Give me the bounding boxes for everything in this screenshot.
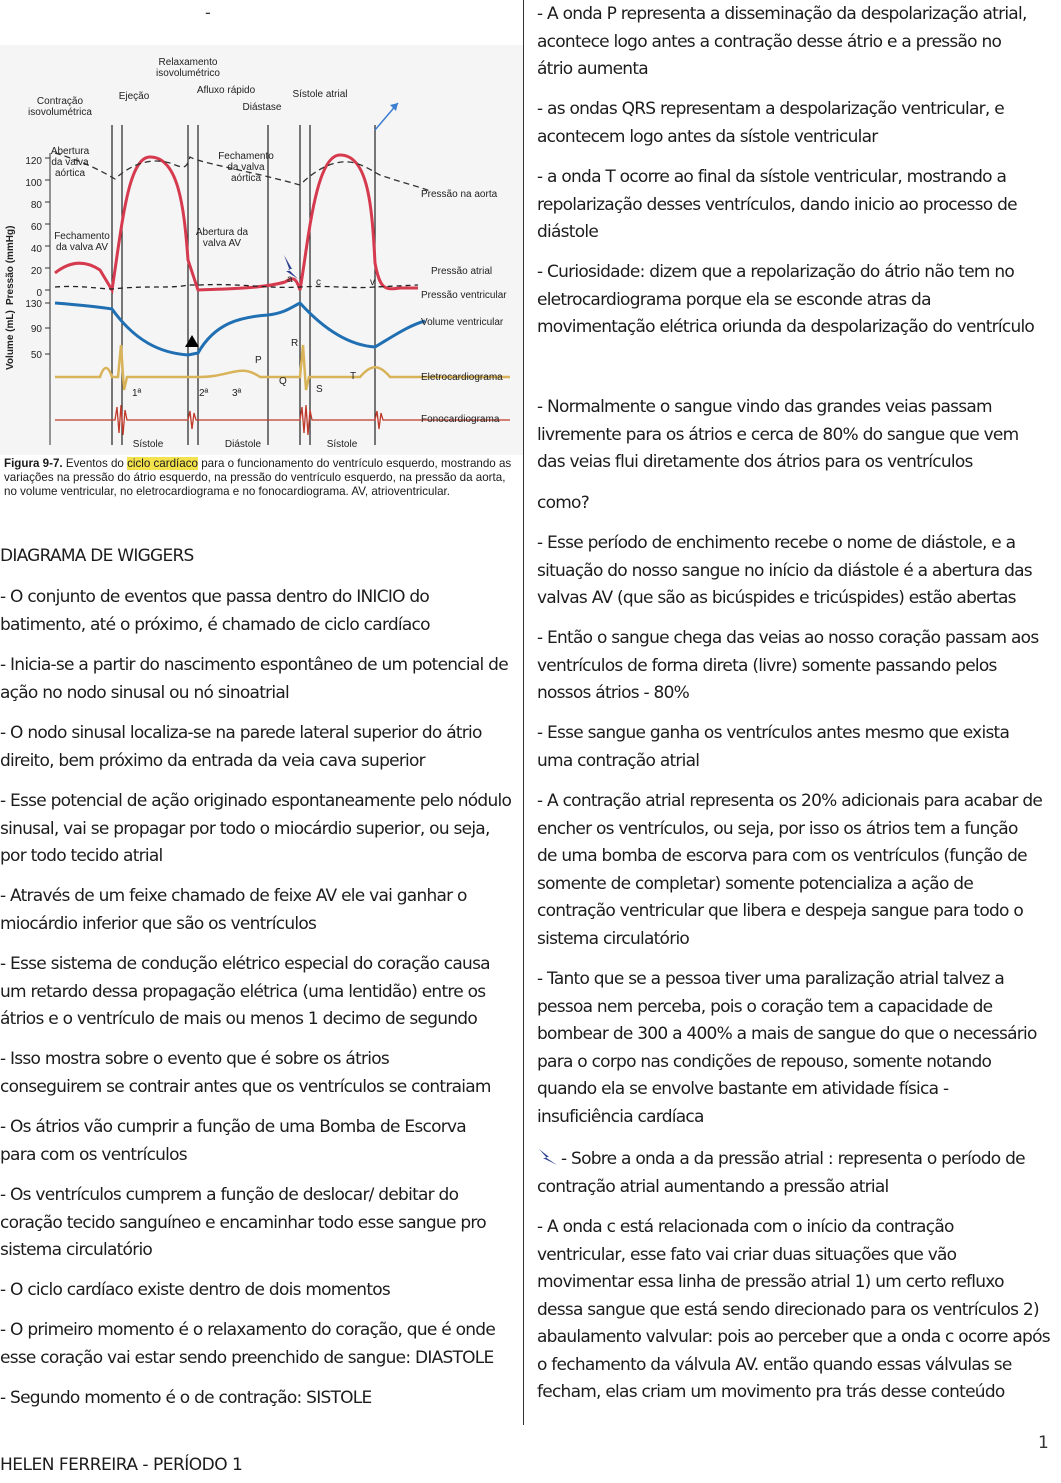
note-paragraph: - a onda T ocorre ao final da sístole ventricular, mostrando a repolarização desses ventrículos, dando inicio ao processo de diástole xyxy=(537,167,1017,242)
label-fechamento-aortica-3: aórtica xyxy=(230,173,262,184)
label-contracao-2: isovolumétrica xyxy=(28,107,92,118)
label-fechamento-av-1: Fechamento xyxy=(54,231,110,242)
label-ejecao: Ejeção xyxy=(118,91,150,102)
label-volume-ventricular: Volume ventricular xyxy=(421,317,504,328)
label-fono: Fonocardiograma xyxy=(421,414,500,425)
note-paragraph: - Sobre a onda a da pressão atrial : representa o período de contração atrial aumentando a pressão atrial xyxy=(537,1149,1025,1197)
label-relaxamento-2: isovolumétrico xyxy=(156,68,220,79)
label-abertura-aortica-1: Abertura xyxy=(50,146,90,157)
label-fechamento-aortica-2: da valva xyxy=(227,162,265,173)
note-paragraph: como? xyxy=(537,493,589,513)
tick-label: 0 xyxy=(36,288,42,299)
label-abertura-av-1: Abertura da xyxy=(195,227,249,238)
note-paragraph: - Esse período de enchimento recebe o nome de diástole, e a situação do nosso sangue no início da diástole é a abertura das valvas AV (que são as bicúspides e tricúspides) estão abertas xyxy=(537,533,1032,608)
note-paragraph: - O conjunto de eventos que passa dentro do INICIO do batimento, até o próximo, é chamado de ciclo cardíaco xyxy=(0,587,430,635)
label-afluxo: Afluxo rápido xyxy=(196,85,256,96)
note-paragraph: - Isso mostra sobre o evento que é sobre os átrios conseguirem se contrair antes que os ventrículos se contraiam xyxy=(0,1049,491,1097)
tick-label: 130 xyxy=(25,299,42,310)
tick-label: 40 xyxy=(30,244,42,255)
note-paragraph: - Curiosidade: dizem que a repolarização do átrio não tem no eletrocardiograma porque ela se esconde atras da movimentação elétrica oriunda da despolarização do ventrículo xyxy=(537,262,1035,337)
figure-caption xyxy=(4,457,518,499)
label-contracao-1: Contração xyxy=(36,96,84,107)
label-wave-v: v xyxy=(370,277,375,288)
label-ecg-q: Q xyxy=(279,376,287,387)
top-mark: - xyxy=(205,3,211,22)
y-axis-volume-label: Volume (mL) xyxy=(5,310,16,370)
note-paragraph: - Inicia-se a partir do nascimento espontâneo de um potencial de ação no nodo sinusal ou nó sinoatrial xyxy=(0,655,508,703)
note-paragraph: - Os átrios vão cumprir a função de uma Bomba de Escorva para com os ventrículos xyxy=(0,1117,466,1165)
label-pressao-atrial: Pressão atrial xyxy=(431,266,493,277)
caption-highlight: ciclo cardíaco xyxy=(127,457,198,470)
caption-text-after: para o funcionamento do ventrículo esquerdo, mostrando as variações na pressão do átrio esquerdo, na pressão do ventrículo esquerdo, na pressão da aorta, no volume ventricular, no eletrocardiograma e no fonocardiograma. AV, atrioventricular. xyxy=(4,457,512,498)
note-paragraph: - O ciclo cardíaco existe dentro de dois momentos xyxy=(0,1280,391,1300)
note-paragraph: - A onda c está relacionada com o início da contração ventricular, esse fato vai criar duas situações que vão movimentar essa linha de pressão atrial 1) um certo refluxo dessa sangue que está sendo direcionado para os ventrículos 2) abaulamento valvular: pois ao perceber que a onda c ocorre após o fechamento da válvula AV. então quando essas válvulas se fecham, elas criam um movimento pra trás desse conteúdo xyxy=(537,1217,1050,1402)
label-ecg-r: R xyxy=(291,338,299,349)
note-paragraph: - Então o sangue chega das veias ao nosso coração passam aos ventrículos de forma direta (livre) somente passando pelos nossos átrios - 80% xyxy=(537,628,1039,703)
label-sistole-1: Sístole xyxy=(132,439,164,450)
label-diastole: Diástole xyxy=(224,439,262,450)
tick-label: 20 xyxy=(30,266,42,277)
label-abertura-aortica-3: aórtica xyxy=(54,168,86,179)
label-relaxamento-1: Relaxamento xyxy=(158,57,218,68)
notes-heading: DIAGRAMA DE WIGGERS xyxy=(0,546,194,566)
label-sistole-atrial: Sístole atrial xyxy=(292,89,348,100)
label-abertura-aortica-2: da valva xyxy=(51,157,89,168)
label-pressao-aorta: Pressão na aorta xyxy=(421,189,498,200)
tick-label: 80 xyxy=(30,200,42,211)
label-fechamento-av-2: da valva AV xyxy=(55,242,109,253)
note-paragraph: - Esse sangue ganha os ventrículos antes mesmo que exista uma contração atrial xyxy=(537,723,1010,771)
note-paragraph: - as ondas QRS representam a despolarização ventricular, e acontecem logo antes da sístole ventricular xyxy=(537,99,1004,147)
label-wave-c: c xyxy=(316,277,321,288)
label-pressao-ventricular: Pressão ventricular xyxy=(421,290,507,301)
label-sistole-2: Sístole xyxy=(326,439,358,450)
tick-label: 90 xyxy=(30,324,42,335)
label-sound-3: 3ª xyxy=(232,388,242,399)
footer-author: HELEN FERREIRA - PERÍODO 1 xyxy=(0,1455,243,1475)
label-fechamento-aortica-1: Fechamento xyxy=(218,151,274,162)
label-ecg-t: T xyxy=(350,371,357,382)
label-sound-2: 2ª xyxy=(199,388,209,399)
label-sound-1: 1ª xyxy=(132,388,142,399)
tick-label: 60 xyxy=(30,222,42,233)
note-paragraph: - O primeiro momento é o relaxamento do coração, que é onde esse coração vai estar sendo preenchido de sangue: DIASTOLE xyxy=(0,1320,496,1368)
label-ecg: Eletrocardiograma xyxy=(421,372,503,383)
label-wave-a: a xyxy=(287,274,293,285)
label-ecg-p: P xyxy=(255,355,262,366)
note-paragraph: - Normalmente o sangue vindo das grandes veias passam livremente para os átrios e cerca de 80% do sangue que vem das veias flui diretamente dos átrios para os ventrículos xyxy=(537,397,1019,472)
note-paragraph: - A contração atrial representa os 20% adicionais para acabar de encher os ventrículos, ou seja, por isso os átrios tem a função de uma bomba de escorva para com os ventrículos (função de somente de completar) somente potencializa a ação de contração ventricular que libera e despeja sangue para todo o sistema circulatório xyxy=(537,791,1043,949)
note-paragraph: - O nodo sinusal localiza-se na parede lateral superior do átrio direito, bem próximo da entrada da veia cava superior xyxy=(0,723,482,771)
tick-label: 120 xyxy=(25,156,42,167)
wiggers-diagram xyxy=(0,45,523,455)
tick-label: 50 xyxy=(30,350,42,361)
column-divider xyxy=(523,0,524,1425)
caption-label: Figura 9-7. xyxy=(4,457,63,470)
label-diastase: Diástase xyxy=(242,102,282,113)
note-paragraph: - A onda P representa a disseminação da despolarização atrial, acontece logo antes a contração desse átrio e a pressão no átrio aumenta xyxy=(537,4,1027,79)
caption-text-before: Eventos do xyxy=(62,457,128,470)
y-axis-pressure-label: Pressão (mmHg) xyxy=(5,225,16,305)
note-paragraph: - Através de um feixe chamado de feixe AV ele vai ganhar o miocárdio inferior que são os ventrículos xyxy=(0,886,467,934)
note-paragraph: - Segundo momento é o de contração: SISTOLE xyxy=(0,1388,372,1408)
note-paragraph: - Esse potencial de ação originado espontaneamente pelo nódulo sinusal, vai se propagar por todo o miocárdio superior, ou seja, por todo tecido atrial xyxy=(0,791,512,866)
wiggers-diagram-figure xyxy=(0,45,523,525)
note-paragraph: - Esse sistema de condução elétrico especial do coração causa um retardo dessa propagação elétrica (uma lentidão) entre os átrios e o ventrículo de mais ou menos 1 decimo de segundo xyxy=(0,954,490,1029)
note-paragraph: - Os ventrículos cumprem a função de deslocar/ debitar do coração tecido sanguíneo e encaminhar todo esse sangue pro sistema circulatório xyxy=(0,1185,486,1260)
note-paragraph: - Tanto que se a pessoa tiver uma paralização atrial talvez a pessoa nem perceba, pois o coração tem a capacidade de bombear de 300 a 400% a mais de sangue do que o necessário para o corpo nas condições de repouso, somente notando quando ela se envolve bastante em atividade física - insuficiência cardíaca xyxy=(537,969,1037,1127)
label-abertura-av-2: valva AV xyxy=(202,238,242,249)
label-ecg-s: S xyxy=(316,384,323,395)
page-number: 1 xyxy=(1038,1433,1049,1453)
tick-label: 100 xyxy=(25,178,42,189)
